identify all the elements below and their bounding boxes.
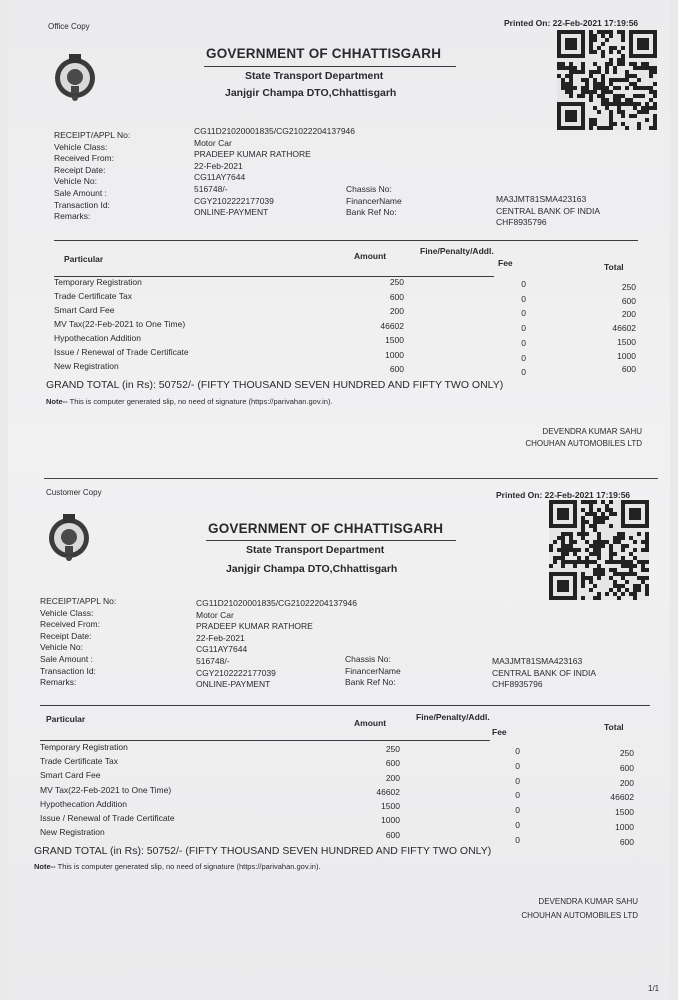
title-underline [206,540,456,541]
qr-code-icon [549,500,649,600]
detail-value: ONLINE-PAYMENT [194,207,269,218]
detail-label: RECEIPT/APPL No: [40,596,117,606]
detail-label: RECEIPT/APPL No: [54,130,131,140]
detail-value: PRADEEP KUMAR RATHORE [196,621,313,632]
details-labels [54,130,130,223]
particular-column [54,275,189,373]
table-cell-fee: 0 [515,760,520,771]
table-cell-amount: 1000 [385,349,404,360]
signature-block [525,426,642,450]
extra-labels [346,184,402,219]
department-name: State Transport Department [245,70,384,82]
table-cell-particular: Issue / Renewal of Trade Certificate [54,347,189,357]
table-cell-fee: 0 [515,775,520,786]
detail-label: Remarks: [54,211,91,222]
table-cell-fee: 0 [521,367,526,378]
note-text: This is computer generated slip, no need of signature (https://parivahan.gov.in). [67,397,333,406]
extra-label: Chassis No: [345,654,391,664]
col-header-amount: Amount [354,251,387,261]
col-header-particular: Particular [64,254,104,264]
detail-label: Vehicle No: [54,176,97,187]
receipt-paper [8,0,670,1000]
details-values [196,598,357,691]
details-labels [40,596,116,689]
table-cell-fee: 0 [521,352,526,363]
table-cell-fee: 0 [521,308,526,319]
extra-value: CENTRAL BANK OF INDIA [492,667,597,678]
table-cell-fee: 0 [515,834,520,845]
table-cell-amount: 250 [385,744,400,754]
table-cell-fee: 0 [515,790,520,801]
table-cell-particular: Issue / Renewal of Trade Certificate [40,813,175,824]
copy-separator [44,478,658,479]
detail-value: Motor Car [196,609,234,620]
state-emblem-icon [50,50,100,102]
detail-value: 516748/- [194,183,228,194]
table-cell-particular: Trade Certificate Tax [40,756,118,767]
office-name: Janjgir Champa DTO,Chhattisgarh [225,87,397,99]
table-cell-total: 600 [621,295,636,306]
details-values [194,126,355,219]
table-cell-amount: 46602 [380,320,404,331]
table-cell-particular: Smart Card Fee [54,305,115,315]
table-cell-total: 600 [619,762,634,773]
note [46,397,333,406]
col-header-particular: Particular [46,714,86,724]
extra-label: FinancerName [346,195,402,206]
amount-column [340,742,400,842]
detail-value: Motor Car [194,137,232,148]
table-cell-particular: Trade Certificate Tax [54,291,132,301]
note-label: Note-- [46,397,68,406]
table-cell-total: 200 [621,309,636,320]
table-cell-total: 250 [621,282,636,292]
extra-value: CENTRAL BANK OF INDIA [496,205,601,216]
detail-label: Vehicle No: [40,642,83,653]
detail-label: Remarks: [40,677,77,688]
detail-label: Sale Amount : [40,653,93,664]
table-cell-total: 1500 [617,336,636,347]
detail-value: 22-Feb-2021 [194,160,243,171]
printed-on: Printed On: 22-Feb-2021 17:19:56 [496,490,631,500]
table-cell-fee: 0 [521,337,526,348]
table-cell-total: 600 [621,364,636,375]
detail-label: Vehicle Class: [54,141,108,152]
detail-value: CG11D21020001835/CG21022204137946 [196,598,358,608]
extra-label: Chassis No: [346,184,392,194]
detail-label: Received From: [40,619,100,630]
detail-label: Transaction Id: [40,665,96,676]
table-cell-total: 1000 [617,350,636,361]
extra-value: MA3JMT81SMA423163 [492,656,583,666]
table-cell-amount: 200 [385,772,400,783]
table-cell-amount: 1500 [385,335,404,345]
title-underline [204,66,456,67]
extra-values [492,656,596,691]
page-title: GOVERNMENT OF CHHATTISGARH [206,46,442,61]
note-text: This is computer generated slip, no need of signature (https://parivahan.gov.in). [55,862,321,871]
signatory-name: DEVENDRA KUMAR SAHU [542,427,642,436]
table-cell-particular: MV Tax(22-Feb-2021 to One Time) [54,319,186,329]
qr-code-icon [557,30,657,130]
table-cell-amount: 46602 [376,786,400,797]
detail-label: Sale Amount : [54,187,107,198]
table-cell-particular: Hypothecation Addition [54,333,141,343]
detail-label: Receipt Date: [54,164,106,175]
table-cell-particular: Smart Card Fee [40,770,101,781]
detail-value: ONLINE-PAYMENT [196,679,271,690]
col-header-total: Total [604,722,624,732]
dealer-name: CHOUHAN AUTOMOBILES LTD [521,911,638,920]
table-cell-fee: 0 [521,323,526,334]
table-cell-amount: 250 [389,277,404,287]
fee-column [466,277,526,380]
detail-value: CGY2102222177039 [196,667,276,678]
table-cell-amount: 600 [389,291,404,302]
detail-value: 516748/- [196,655,230,666]
col-header-amount: Amount [354,718,387,728]
particular-column [40,740,175,839]
copy-label: Office Copy [48,22,90,31]
table-cell-amount: 600 [385,758,400,769]
col-header-fee-2: Fee [492,727,507,737]
col-header-fee-2: Fee [498,258,513,268]
extra-value: CHF8935796 [496,217,547,228]
office-name: Janjgir Champa DTO,Chhattisgarh [226,563,398,575]
grand-total: GRAND TOTAL (in Rs): 50752/- (FIFTY THOUSAND SEVEN HUNDRED AND FIFTY TWO ONLY) [34,845,492,857]
table-cell-amount: 600 [389,364,404,374]
table-cell-fee: 0 [521,279,526,289]
dealer-name: CHOUHAN AUTOMOBILES LTD [525,439,642,448]
col-header-fee: Fine/Penalty/Addl. [416,712,490,722]
table-cell-fee: 0 [515,805,520,816]
extra-labels [345,654,401,689]
table-top-line [54,240,638,241]
page-title: GOVERNMENT OF CHHATTISGARH [208,521,444,536]
detail-value: 22-Feb-2021 [196,632,245,643]
extra-label: Bank Ref No: [345,677,396,688]
table-cell-total: 46602 [612,323,636,334]
note-label: Note-- [34,862,56,871]
detail-value: PRADEEP KUMAR RATHORE [194,149,311,160]
detail-label: Vehicle Class: [40,607,94,618]
table-cell-fee: 0 [515,746,520,756]
table-cell-amount: 1000 [381,815,400,826]
page-number: 1/1 [648,984,660,993]
col-header-fee: Fine/Penalty/Addl. [420,246,494,256]
detail-label: Receipt Date: [40,630,92,641]
table-cell-total: 1000 [615,821,634,832]
table-cell-particular: Temporary Registration [54,277,142,287]
fee-column [460,744,520,848]
table-cell-total: 1500 [615,807,634,818]
extra-values [496,194,600,229]
table-cell-particular: Temporary Registration [40,742,128,752]
extra-label: FinancerName [345,665,401,676]
detail-value: CG11D21020001835/CG21022204137946 [194,126,356,136]
extra-value: MA3JMT81SMA423163 [496,194,587,204]
detail-label: Transaction Id: [54,199,110,210]
state-emblem-icon [44,510,94,562]
detail-value: CGY2102222177039 [194,195,274,206]
department-name: State Transport Department [246,544,385,556]
table-cell-amount: 600 [385,829,400,840]
table-cell-total: 200 [619,777,634,788]
table-cell-total: 250 [619,748,634,758]
table-cell-particular: MV Tax(22-Feb-2021 to One Time) [40,784,172,795]
table-top-line [40,705,650,706]
table-cell-particular: New Registration [54,361,119,371]
total-column [576,281,636,377]
detail-value: CG11AY7644 [194,172,246,183]
copy-label: Customer Copy [46,488,102,497]
table-cell-total: 46602 [610,792,634,803]
extra-value: CHF8935796 [492,679,543,690]
table-cell-fee: 0 [521,293,526,304]
printed-on: Printed On: 22-Feb-2021 17:19:56 [504,18,639,28]
table-cell-particular: New Registration [40,827,105,838]
grand-total: GRAND TOTAL (in Rs): 50752/- (FIFTY THOUSAND SEVEN HUNDRED AND FIFTY TWO ONLY) [46,379,504,391]
signatory-name: DEVENDRA KUMAR SAHU [538,897,638,906]
col-header-total: Total [604,262,624,272]
table-cell-particular: Hypothecation Addition [40,798,127,809]
note [34,862,321,871]
table-cell-fee: 0 [515,819,520,830]
table-cell-amount: 1500 [381,801,400,812]
total-column [574,746,634,850]
table-cell-amount: 200 [389,306,404,316]
signature-block [521,895,638,923]
extra-label: Bank Ref No: [346,207,397,218]
detail-label: Received From: [54,153,114,164]
table-cell-total: 600 [619,836,634,847]
amount-column [344,275,404,377]
detail-value: CG11AY7644 [196,644,248,655]
